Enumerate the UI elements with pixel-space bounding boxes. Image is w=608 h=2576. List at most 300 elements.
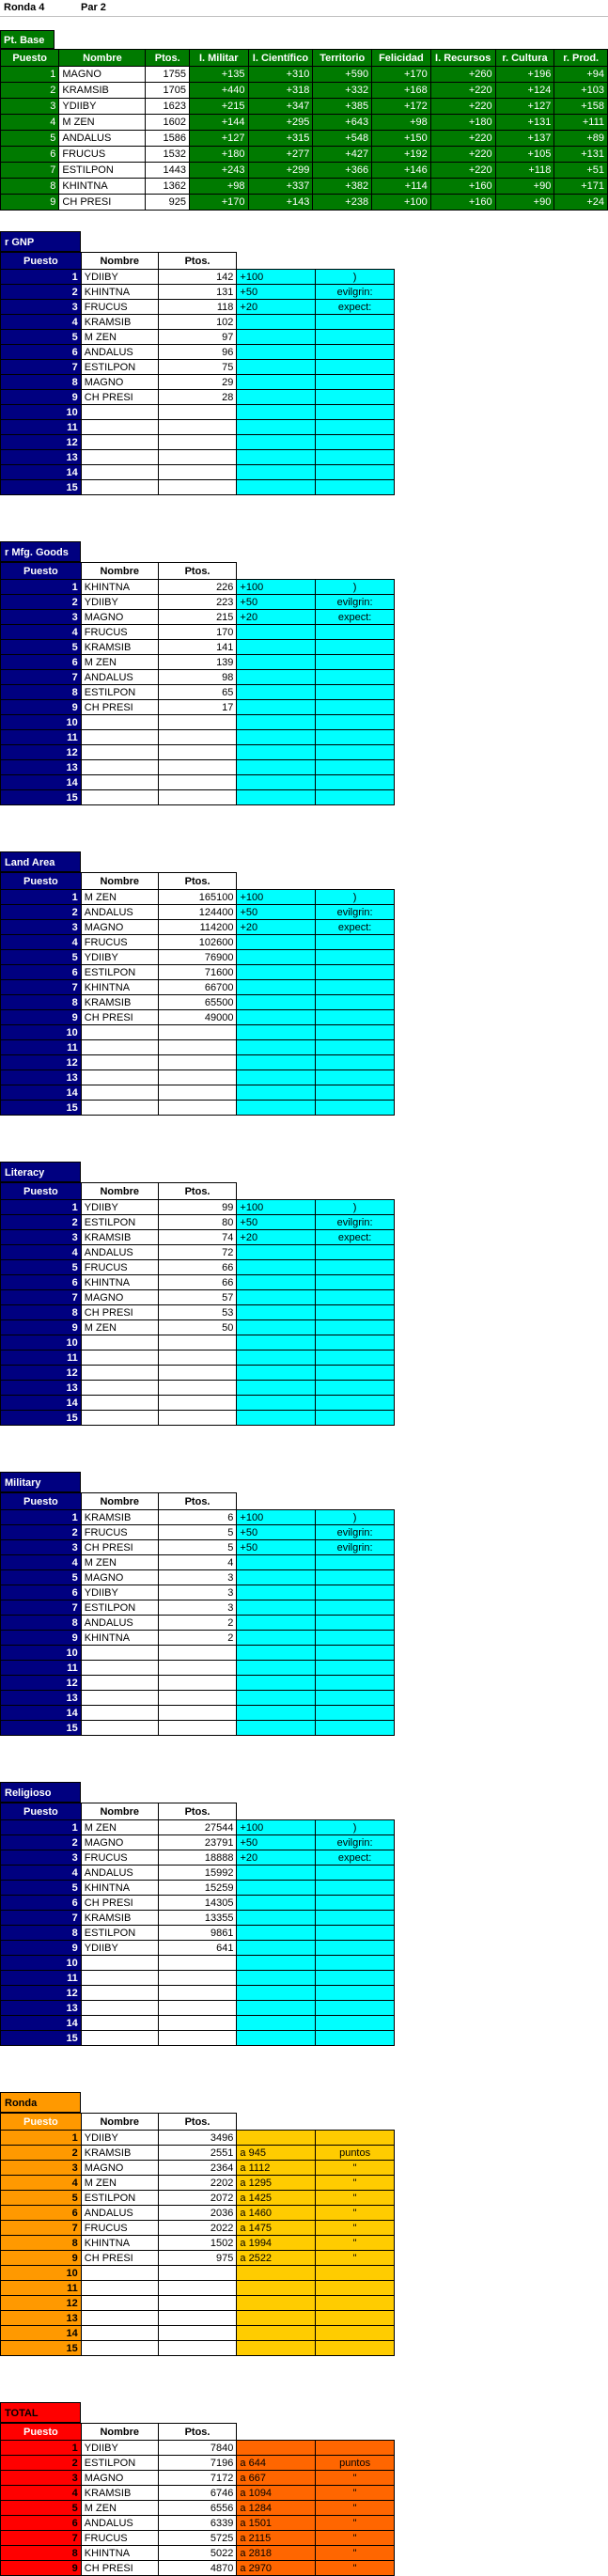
bonus-cell [237, 375, 316, 390]
note-cell [316, 1260, 395, 1275]
player-name [81, 1396, 158, 1411]
player-name [81, 760, 158, 775]
base-rank: 2 [1, 83, 59, 99]
player-points: 15992 [158, 1866, 237, 1881]
player-points [158, 405, 237, 420]
note-cell [316, 2341, 395, 2356]
rank-number: 5 [1, 1881, 82, 1896]
note-cell [316, 465, 395, 480]
bonus-cell [237, 760, 316, 775]
rank-row [1, 2441, 395, 2456]
base-bonus: +277 [248, 147, 313, 163]
base-col-header: Puesto [1, 50, 59, 67]
player-points: 80 [158, 1215, 237, 1230]
note-cell: " [316, 2206, 395, 2221]
player-points: 17 [158, 700, 237, 715]
note-cell [316, 1956, 395, 1971]
note-cell [316, 995, 395, 1010]
bonus-cell [237, 1396, 316, 1411]
rank-number: 7 [1, 1600, 82, 1616]
note-cell [316, 1320, 395, 1335]
section-title: TOTAL [0, 2402, 81, 2423]
rank-number: 15 [1, 2341, 82, 2356]
base-row [1, 99, 608, 115]
player-points: 65 [158, 685, 237, 700]
bonus-cell [237, 1260, 316, 1275]
rank-row [1, 1941, 395, 1956]
rank-number: 8 [1, 2546, 82, 2561]
note-cell: evilgrin: [316, 905, 395, 920]
rank-row [1, 330, 395, 345]
bonus-cell [237, 1245, 316, 1260]
rank-number: 9 [1, 1320, 82, 1335]
note-cell [316, 685, 395, 700]
rank-number: 10 [1, 1956, 82, 1971]
rank-number: 3 [1, 610, 82, 625]
player-points: 3 [158, 1585, 237, 1600]
player-name: CH PRESI [81, 1305, 158, 1320]
player-name [81, 2281, 158, 2296]
player-name [81, 1661, 158, 1676]
player-points [158, 1706, 237, 1721]
base-bonus: +192 [372, 147, 431, 163]
rank-number: 14 [1, 2016, 82, 2031]
rank-row [1, 2206, 395, 2221]
player-name: FRUCUS [81, 1525, 158, 1540]
player-points [158, 1986, 237, 2001]
col-puesto: Puesto [1, 1183, 82, 1200]
rank-number: 8 [1, 1616, 82, 1631]
base-col-header: Felicidad [372, 50, 431, 67]
player-points: 6556 [158, 2501, 237, 2516]
bonus-cell: +20 [237, 1230, 316, 1245]
base-name: ANDALUS [59, 131, 146, 147]
rank-row [1, 1525, 395, 1540]
player-points: 50 [158, 1320, 237, 1335]
player-points: 4 [158, 1555, 237, 1570]
note-cell: " [316, 2191, 395, 2206]
player-name: MAGNO [81, 920, 158, 935]
rank-number: 15 [1, 1411, 82, 1426]
rank-row [1, 1661, 395, 1676]
rank-row [1, 2501, 395, 2516]
base-bonus: +220 [430, 147, 495, 163]
player-name: YDIIBY [81, 2441, 158, 2456]
bonus-cell [237, 1010, 316, 1025]
player-points [158, 1956, 237, 1971]
rank-row [1, 2326, 395, 2341]
player-name [81, 1676, 158, 1691]
rank-row [1, 2161, 395, 2176]
player-name: KRAMSIB [81, 1510, 158, 1525]
rank-row [1, 1911, 395, 1926]
rank-row [1, 420, 395, 435]
player-name [81, 1040, 158, 1055]
col-ptos: Ptos. [158, 253, 237, 270]
player-name: KRAMSIB [81, 1230, 158, 1245]
player-points [158, 715, 237, 730]
note-cell [316, 625, 395, 640]
rank-number: 11 [1, 1040, 82, 1055]
player-name [81, 2311, 158, 2326]
note-cell [316, 2326, 395, 2341]
player-points: 14305 [158, 1896, 237, 1911]
rank-number: 6 [1, 965, 82, 980]
base-bonus: +318 [248, 83, 313, 99]
note-cell [316, 965, 395, 980]
note-cell [316, 1676, 395, 1691]
bonus-cell [237, 980, 316, 995]
player-points: 114200 [158, 920, 237, 935]
player-name: YDIIBY [81, 270, 158, 285]
rank-number: 14 [1, 1085, 82, 1101]
note-cell [316, 2001, 395, 2016]
rank-number: 15 [1, 2031, 82, 2046]
base-bonus: +170 [372, 67, 431, 83]
base-row [1, 131, 608, 147]
section-grid [0, 1492, 395, 1736]
bonus-cell [237, 330, 316, 345]
player-name: ESTILPON [81, 360, 158, 375]
note-cell [316, 935, 395, 950]
ranking-section [0, 231, 395, 495]
note-cell: ) [316, 1510, 395, 1525]
player-name: MAGNO [81, 610, 158, 625]
rank-row [1, 1820, 395, 1835]
base-bonus: +111 [554, 115, 608, 131]
bonus-cell: +100 [237, 580, 316, 595]
player-points: 75 [158, 360, 237, 375]
bonus-cell [237, 405, 316, 420]
base-rank: 1 [1, 67, 59, 83]
bonus-cell: +50 [237, 595, 316, 610]
player-points: 2 [158, 1616, 237, 1631]
rank-row [1, 890, 395, 905]
note-cell [316, 450, 395, 465]
note-cell: " [316, 2561, 395, 2576]
rank-row [1, 2131, 395, 2146]
rank-row [1, 2236, 395, 2251]
bonus-cell: a 2522 [237, 2251, 316, 2266]
rank-row [1, 1350, 395, 1366]
bonus-cell [237, 480, 316, 495]
note-cell [316, 1896, 395, 1911]
note-cell: " [316, 2236, 395, 2251]
base-bonus: +135 [190, 67, 249, 83]
rank-number: 14 [1, 465, 82, 480]
bonus-cell: a 1284 [237, 2501, 316, 2516]
rank-row [1, 1305, 395, 1320]
rank-row [1, 700, 395, 715]
bonus-cell [237, 1555, 316, 1570]
bonus-cell: +100 [237, 270, 316, 285]
player-name [81, 1335, 158, 1350]
rank-number: 1 [1, 270, 82, 285]
player-name: ESTILPON [81, 2456, 158, 2471]
rank-number: 14 [1, 1396, 82, 1411]
player-points [158, 480, 237, 495]
rank-row [1, 1555, 395, 1570]
player-name [81, 1691, 158, 1706]
player-points [158, 1085, 237, 1101]
player-name [81, 745, 158, 760]
player-points: 102600 [158, 935, 237, 950]
rank-number: 3 [1, 300, 82, 315]
rank-number: 9 [1, 2251, 82, 2266]
rank-row [1, 670, 395, 685]
base-bonus: +238 [313, 195, 372, 211]
note-cell [316, 315, 395, 330]
rank-number: 1 [1, 2441, 82, 2456]
note-cell [316, 1055, 395, 1070]
rank-number: 12 [1, 2296, 82, 2311]
ranking-section [0, 541, 395, 805]
rank-row [1, 2546, 395, 2561]
player-name [81, 1721, 158, 1736]
base-rank: 9 [1, 195, 59, 211]
base-bonus: +94 [554, 67, 608, 83]
player-name [81, 2296, 158, 2311]
bonus-cell [237, 465, 316, 480]
base-bonus: +643 [313, 115, 372, 131]
rank-number: 5 [1, 330, 82, 345]
base-points: 1705 [146, 83, 190, 99]
note-cell: ) [316, 1200, 395, 1215]
player-points [158, 450, 237, 465]
bonus-cell [237, 625, 316, 640]
player-name: FRUCUS [81, 1260, 158, 1275]
player-name [81, 465, 158, 480]
player-points [158, 1366, 237, 1381]
rank-row [1, 1381, 395, 1396]
rank-row [1, 405, 395, 420]
note-cell [316, 2441, 395, 2456]
ranking-section [0, 1162, 395, 1426]
bonus-cell [237, 1366, 316, 1381]
base-bonus: +220 [430, 131, 495, 147]
rank-row [1, 730, 395, 745]
player-points: 53 [158, 1305, 237, 1320]
player-points: 141 [158, 640, 237, 655]
rank-row [1, 1070, 395, 1085]
rank-number: 8 [1, 685, 82, 700]
note-cell [316, 2131, 395, 2146]
player-name: CH PRESI [81, 1010, 158, 1025]
rank-number: 15 [1, 1101, 82, 1116]
base-bonus: +440 [190, 83, 249, 99]
base-col-header: r. Prod. [554, 50, 608, 67]
bonus-cell [237, 2016, 316, 2031]
note-cell [316, 1396, 395, 1411]
player-points: 3 [158, 1570, 237, 1585]
player-points: 170 [158, 625, 237, 640]
player-name [81, 1025, 158, 1040]
note-cell [316, 790, 395, 805]
rank-row [1, 610, 395, 625]
player-points: 165100 [158, 890, 237, 905]
rank-number: 12 [1, 1366, 82, 1381]
base-row [1, 147, 608, 163]
rank-row [1, 2176, 395, 2191]
base-col-header: Nombre [59, 50, 146, 67]
rank-row [1, 1275, 395, 1290]
rank-number: 7 [1, 980, 82, 995]
note-cell [316, 390, 395, 405]
rank-row [1, 345, 395, 360]
rank-row [1, 1706, 395, 1721]
player-points: 66 [158, 1275, 237, 1290]
rank-row [1, 285, 395, 300]
note-cell: " [316, 2176, 395, 2191]
bonus-cell [237, 1706, 316, 1721]
section-title: r GNP [0, 231, 81, 252]
rank-number: 13 [1, 760, 82, 775]
rank-row [1, 1320, 395, 1335]
rank-row [1, 1570, 395, 1585]
bonus-cell: +100 [237, 1510, 316, 1525]
player-name: CH PRESI [81, 2251, 158, 2266]
base-points: 1362 [146, 179, 190, 195]
player-name: M ZEN [81, 2501, 158, 2516]
section-grid [0, 1803, 395, 2046]
base-bonus: +548 [313, 131, 372, 147]
bonus-cell: a 945 [237, 2146, 316, 2161]
player-name: KHINTNA [81, 2546, 158, 2561]
player-name [81, 1646, 158, 1661]
note-cell: " [316, 2486, 395, 2501]
base-bonus: +385 [313, 99, 372, 115]
bonus-cell [237, 390, 316, 405]
note-cell: ) [316, 1820, 395, 1835]
bonus-cell: a 2818 [237, 2546, 316, 2561]
player-name [81, 450, 158, 465]
rank-row [1, 655, 395, 670]
player-points: 641 [158, 1941, 237, 1956]
rank-number: 12 [1, 1055, 82, 1070]
bonus-cell [237, 935, 316, 950]
note-cell: ) [316, 580, 395, 595]
bonus-cell: a 1994 [237, 2236, 316, 2251]
player-points: 57 [158, 1290, 237, 1305]
rank-row [1, 2531, 395, 2546]
rank-number: 2 [1, 285, 82, 300]
base-rank: 7 [1, 163, 59, 179]
player-name: ANDALUS [81, 1245, 158, 1260]
player-points [158, 1335, 237, 1350]
base-bonus: +160 [430, 195, 495, 211]
base-bonus: +146 [372, 163, 431, 179]
rank-number: 15 [1, 480, 82, 495]
player-points [158, 1101, 237, 1116]
note-cell [316, 405, 395, 420]
base-bonus: +89 [554, 131, 608, 147]
base-bonus: +98 [190, 179, 249, 195]
note-cell: " [316, 2546, 395, 2561]
rank-number: 1 [1, 1200, 82, 1215]
base-bonus: +118 [495, 163, 554, 179]
bonus-cell [237, 1085, 316, 1101]
pair-label: Par 2 [81, 2, 106, 13]
base-bonus: +315 [248, 131, 313, 147]
base-bonus: +158 [554, 99, 608, 115]
rank-row [1, 2281, 395, 2296]
bonus-cell [237, 1320, 316, 1335]
base-bonus: +590 [313, 67, 372, 83]
player-name: ESTILPON [81, 2191, 158, 2206]
note-cell [316, 655, 395, 670]
bonus-cell [237, 435, 316, 450]
rank-number: 7 [1, 360, 82, 375]
bonus-cell [237, 2311, 316, 2326]
rank-number: 8 [1, 1926, 82, 1941]
player-points [158, 2311, 237, 2326]
rank-number: 2 [1, 2146, 82, 2161]
note-cell [316, 2281, 395, 2296]
base-bonus: +215 [190, 99, 249, 115]
rank-number: 4 [1, 315, 82, 330]
section-title: Literacy [0, 1162, 81, 1182]
rank-row [1, 1926, 395, 1941]
bonus-cell [237, 1631, 316, 1646]
rank-number: 10 [1, 2266, 82, 2281]
bonus-cell [237, 345, 316, 360]
note-cell [316, 1381, 395, 1396]
col-nombre: Nombre [81, 253, 158, 270]
bonus-cell: +20 [237, 920, 316, 935]
base-bonus: +347 [248, 99, 313, 115]
rank-number: 10 [1, 405, 82, 420]
player-points [158, 2031, 237, 2046]
rank-number: 9 [1, 700, 82, 715]
note-cell: evilgrin: [316, 1540, 395, 1555]
player-points: 142 [158, 270, 237, 285]
player-points [158, 2341, 237, 2356]
player-name: M ZEN [81, 330, 158, 345]
ranking-section [0, 2402, 395, 2576]
col-ptos: Ptos. [158, 1803, 237, 1820]
player-points: 102 [158, 315, 237, 330]
note-cell [316, 1661, 395, 1676]
player-points: 6746 [158, 2486, 237, 2501]
note-cell [316, 1971, 395, 1986]
player-name [81, 405, 158, 420]
base-bonus: +90 [495, 179, 554, 195]
player-name: YDIIBY [81, 1200, 158, 1215]
player-points: 7196 [158, 2456, 237, 2471]
player-name: CH PRESI [81, 1896, 158, 1911]
player-name: ANDALUS [81, 670, 158, 685]
rank-number: 1 [1, 580, 82, 595]
rank-number: 4 [1, 1866, 82, 1881]
rank-row [1, 1335, 395, 1350]
player-points: 3 [158, 1600, 237, 1616]
rank-row [1, 1986, 395, 2001]
note-cell [316, 1881, 395, 1896]
player-name: YDIIBY [81, 1585, 158, 1600]
rank-number: 15 [1, 790, 82, 805]
rank-row [1, 1260, 395, 1275]
rank-row [1, 1646, 395, 1661]
rank-number: 5 [1, 950, 82, 965]
base-bonus: +114 [372, 179, 431, 195]
base-name: CH PRESI [59, 195, 146, 211]
bonus-cell [237, 685, 316, 700]
player-name [81, 1706, 158, 1721]
col-ptos: Ptos. [158, 2114, 237, 2131]
note-cell: " [316, 2531, 395, 2546]
bonus-cell [237, 2131, 316, 2146]
base-rank: 4 [1, 115, 59, 131]
